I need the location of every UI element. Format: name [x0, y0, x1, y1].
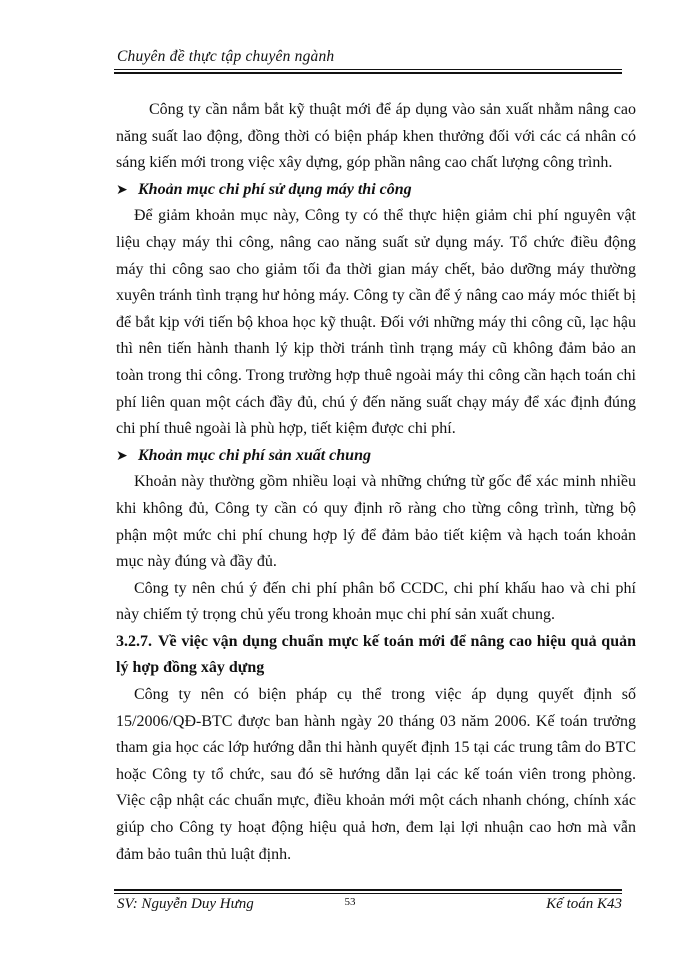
- footer-class: Kế toán K43: [546, 896, 622, 912]
- footer-page-number: 53: [344, 896, 356, 908]
- header-rule-thick: [114, 72, 622, 74]
- section-heading-3-2-7: [116, 629, 636, 682]
- paragraph-4: Công ty nên chú ý đến chi phí phân bổ CCDC, chi phí khấu hao và chi phí này chiếm tỷ trọng chủ yếu trong khoản mục chi phí sản xuất chung.: [116, 579, 636, 624]
- section-number: 3.2.7.: [116, 632, 152, 650]
- footer-rule-thick: [114, 889, 622, 891]
- bullet-heading-general-costs: [116, 443, 636, 470]
- arrow-bullet-icon: ➤: [116, 181, 128, 198]
- bullet-heading-text: Khoản mục chi phí sản xuất chung: [138, 446, 371, 464]
- arrow-bullet-icon: ➤: [116, 447, 128, 464]
- paragraph-2: Để giảm khoản mục này, Công ty có thể thực hiện giảm chi phí nguyên vật liệu chạy máy thi công, nâng cao năng suất sử dụng máy. Tổ chức điều động máy thi công sao cho giảm tối đa thời gian máy chết, bảo dưỡng máy thường xuyên tránh tình trạng hư hỏng máy. Công ty cần để ý nâng cao máy móc thiết bị để bắt kịp với tiến bộ khoa học kỹ thuật. Đối với những máy thi công cũ, lạc hậu thì nên tiến hành thanh lý kịp thời tránh tình trạng máy cũ không đảm bảo an toàn trong thi công. Trong trường hợp thuê ngoài máy thi công cần hạch toán chi phí liên quan một cách đầy đủ, chú ý đến năng suất chạy máy để xác định đúng chi phí thuê ngoài là phù hợp, tiết kiệm được chi phí.: [116, 207, 636, 438]
- bullet-heading-text: Khoản mục chi phí sử dụng máy thi công: [138, 180, 412, 198]
- bullet-heading-machine-costs: [116, 177, 636, 204]
- footer-rule-thin: [114, 893, 622, 894]
- paragraph-3: Khoản này thường gồm nhiều loại và những chứng từ gốc để xác minh nhiều khi không đủ, Công ty cần có quy định rõ ràng cho từng công trình, từng bộ phận một mức chi phí chung hợp lý để đảm bảo tiết kiệm và hạch toán khoản mục này đúng và đầy đủ.: [116, 473, 636, 571]
- page-body: [116, 97, 636, 868]
- page-header-title: Chuyên đề thực tập chuyên ngành: [117, 48, 335, 65]
- footer-student-name: SV: Nguyễn Duy Hưng: [117, 896, 254, 912]
- section-title: Về việc vận dụng chuẩn mực kế toán mới để nâng cao hiệu quả quản lý hợp đồng xây dựng: [116, 632, 636, 677]
- header-rule-thin: [114, 69, 622, 70]
- paragraph-1: Công ty cần nắm bắt kỹ thuật mới để áp dụng vào sản xuất nhằm nâng cao năng suất lao động, đồng thời có biện pháp khen thưởng đối với các cá nhân có sáng kiến mới trong việc xây dựng, góp phần nâng cao chất lượng công trình.: [116, 101, 636, 172]
- paragraph-5: Công ty nên có biện pháp cụ thể trong việc áp dụng quyết định số 15/2006/QĐ-BTC được ban hành ngày 20 tháng 03 năm 2006. Kế toán trưởng tham gia học các lớp hướng dẫn thi hành quyết định 15 tại các trung tâm do BTC hoặc Công ty tổ chức, sau đó sẽ hướng dẫn lại các kế toán viên trong phòng. Việc cập nhật các chuẩn mực, điều khoản mới một cách nhanh chóng, chính xác giúp cho Công ty hoạt động hiệu quả hơn, đem lại lợi nhuận cao hơn mà vẫn đảm bảo tuân thủ luật định.: [116, 686, 636, 863]
